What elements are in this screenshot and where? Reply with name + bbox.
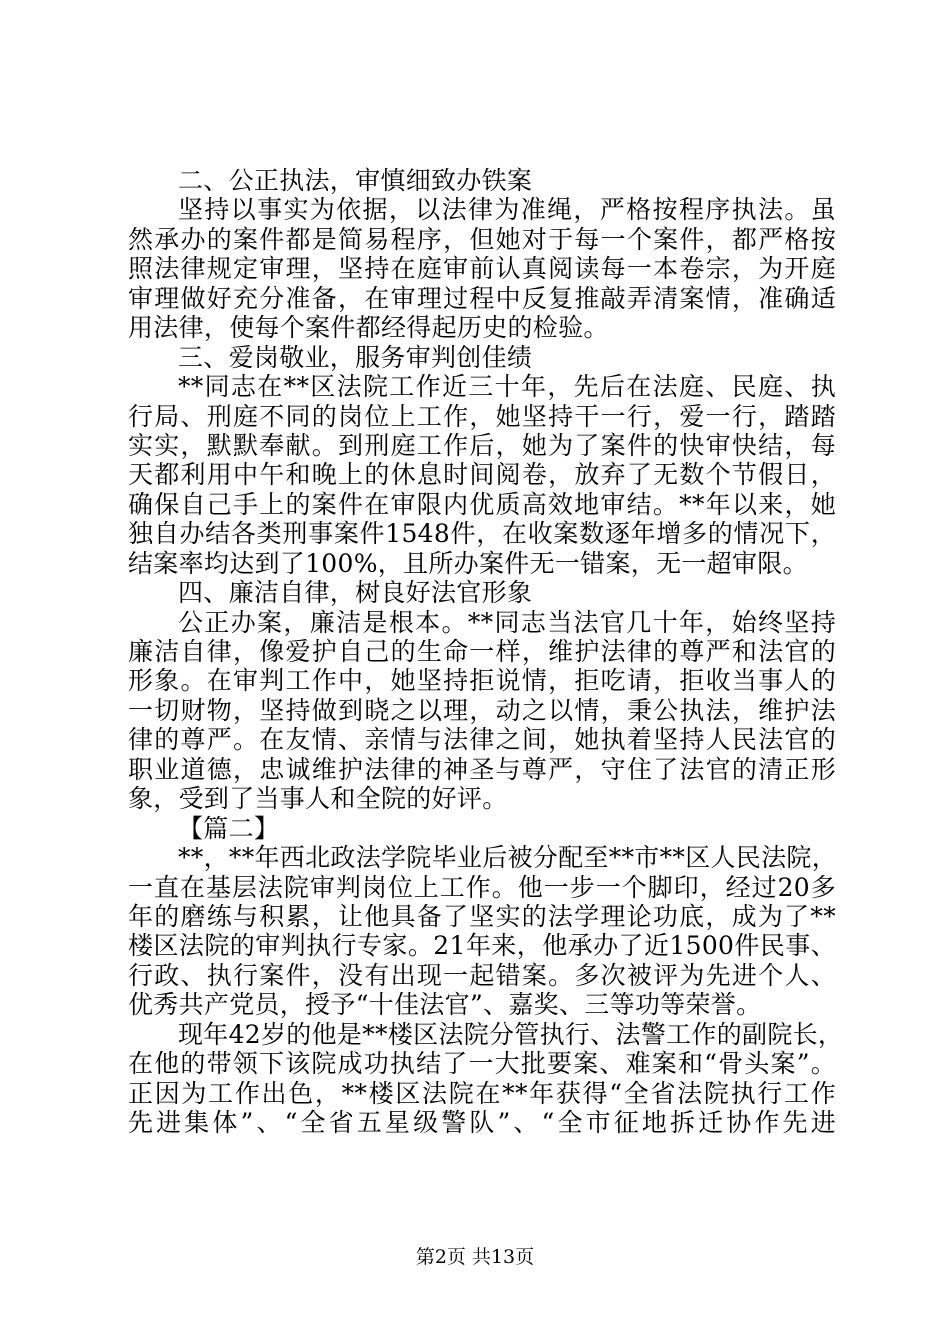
text-line: 楼区法院的审判执行专家。21年来，他承办了近1500件民事、 bbox=[128, 931, 836, 961]
section-heading: 三、爱岗敬业，服务审判创佳绩 bbox=[178, 342, 533, 372]
text-line: 在他的带领下该院成功执结了一大批要案、难案和“骨头案”。 bbox=[128, 1049, 836, 1079]
text-line: 公正办案，廉洁是根本。**同志当法官几十年，始终坚持 bbox=[178, 607, 836, 637]
page-footer: 第2页 共13页 bbox=[415, 1246, 535, 1268]
text-line: 行局、刑庭不同的岗位上工作，她坚持干一行，爱一行，踏踏 bbox=[128, 401, 836, 431]
text-line: **同志在**区法院工作近三十年，先后在法庭、民庭、执 bbox=[178, 372, 836, 402]
section-heading: 【篇二】 bbox=[178, 813, 280, 843]
section-heading: 四、廉洁自律，树良好法官形象 bbox=[178, 578, 533, 608]
text-line: 行政、执行案件，没有出现一起错案。多次被评为先进个人、 bbox=[128, 960, 836, 990]
text-line: 独自办结各类刑事案件1548件，在收案数逐年增多的情况下， bbox=[128, 519, 836, 549]
text-line: 确保自己手上的案件在审限内优质高效地审结。**年以来，她 bbox=[128, 489, 836, 519]
document-body bbox=[128, 166, 844, 1137]
text-line: 照法律规定审理，坚持在庭审前认真阅读每一本卷宗，为开庭 bbox=[128, 254, 836, 284]
text-line: 廉洁自律，像爱护自己的生命一样，维护法律的尊严和法官的 bbox=[128, 637, 836, 666]
text-line: 年的磨练与积累，让他具备了坚实的法学理论功底，成为了** bbox=[128, 901, 836, 931]
text-line: 实实，默默奉献。到刑庭工作后，她为了案件的快审快结，每 bbox=[128, 430, 836, 460]
text-line: 然承办的案件都是简易程序，但她对于每一个案件，都严格按 bbox=[128, 224, 836, 254]
text-line: 正因为工作出色，**楼区法院在**年获得“全省法院执行工作 bbox=[128, 1078, 836, 1108]
text-line: 职业道德，忠诚维护法律的神圣与尊严，守住了法官的清正形 bbox=[128, 754, 836, 784]
section-heading: 二、公正执法，审慎细致办铁案 bbox=[178, 166, 533, 195]
text-line: 形象。在审判工作中，她坚持拒说情，拒吃请，拒收当事人的 bbox=[128, 666, 836, 696]
text-line: 一直在基层法院审判岗位上工作。他一步一个脚印，经过20多 bbox=[128, 872, 836, 902]
text-line: 审理做好充分准备，在审理过程中反复推敲弄清案情，准确适 bbox=[128, 283, 836, 313]
text-line: 坚持以事实为依据，以法律为准绳，严格按程序执法。虽 bbox=[178, 195, 836, 225]
text-line: 优秀共产党员，授予“十佳法官”、嘉奖、三等功等荣誉。 bbox=[128, 990, 762, 1020]
text-line: 一切财物，坚持做到晓之以理，动之以情，秉公执法，维护法 bbox=[128, 695, 836, 725]
text-line: **，**年西北政法学院毕业后被分配至**市**区人民法院， bbox=[178, 843, 838, 873]
text-line: 结案率均达到了100%，且所办案件无一错案，无一超审限。 bbox=[128, 548, 808, 578]
text-line: 天都利用中午和晚上的休息时间阅卷，放弃了无数个节假日， bbox=[128, 460, 836, 490]
text-line: 律的尊严。在友情、亲情与法律之间，她执着坚持人民法官的 bbox=[128, 725, 836, 755]
text-line: 现年42岁的他是**楼区法院分管执行、法警工作的副院长， bbox=[178, 1019, 844, 1049]
text-line: 先进集体”、“全省五星级警队”、“全市征地拆迁协作先进 bbox=[128, 1108, 836, 1137]
text-line: 用法律，使每个案件都经得起历史的检验。 bbox=[128, 313, 609, 343]
text-line: 象，受到了当事人和全院的好评。 bbox=[128, 784, 508, 814]
